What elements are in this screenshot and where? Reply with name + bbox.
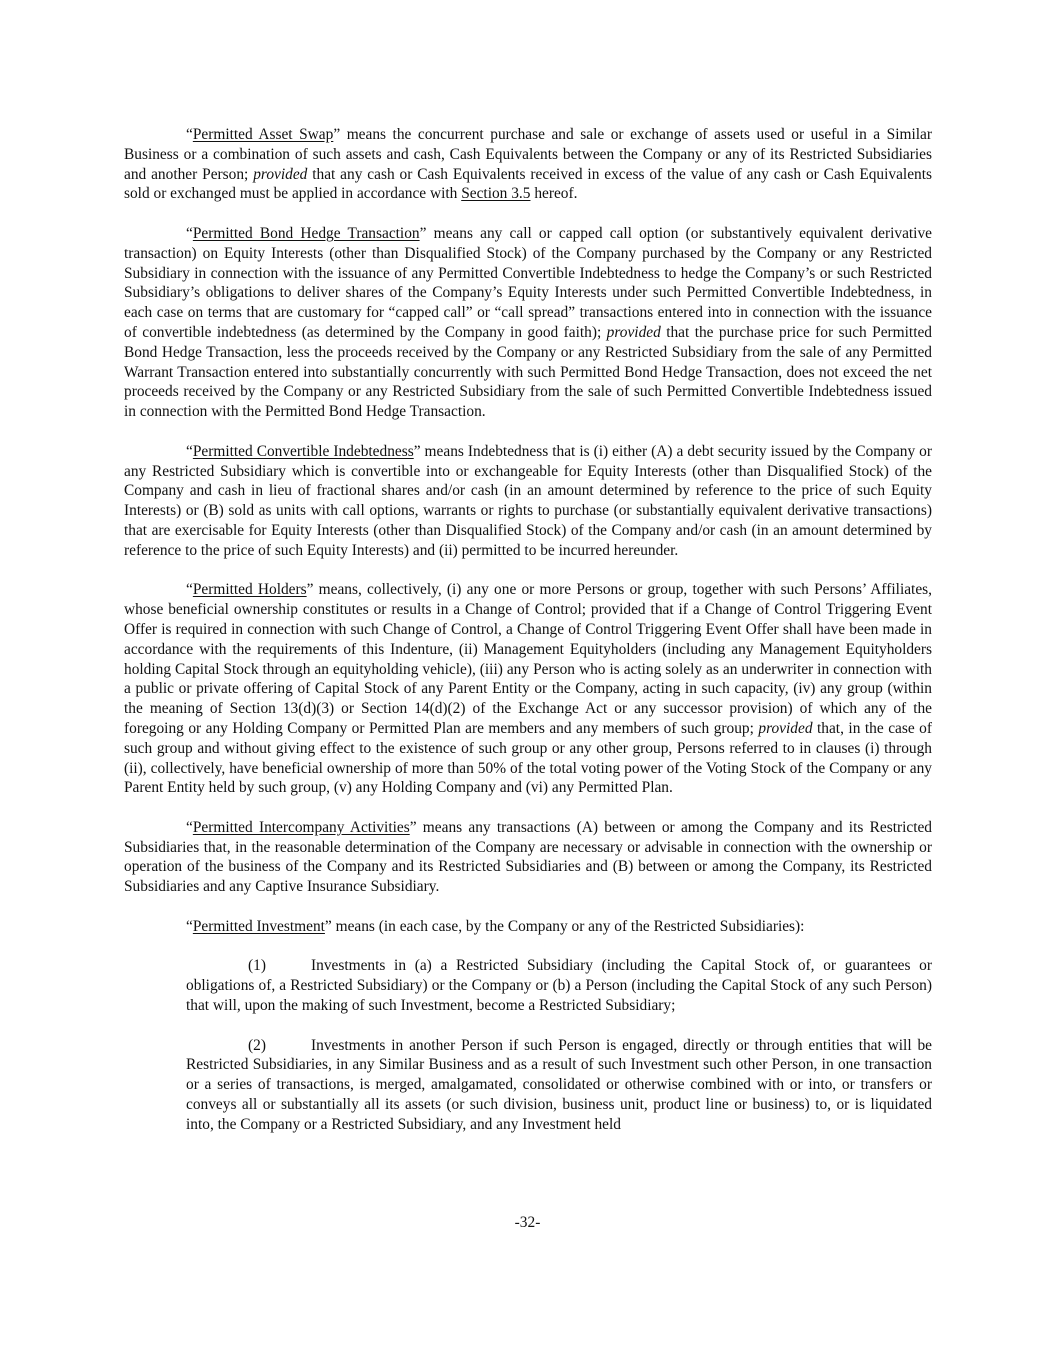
clause-text: Investments in another Person if such Person is engaged, directly or through entities that will be Restricted Subsidiaries, in any Similar Business and as a result of such Investment such other Person, in one transaction or a series of transactions, is merged, amalgamated, consolidated or otherwise combined with or into, or transfers or conveys all or substantially all its assets (or such division, business unit, product line or business) to, or is liquidated into, the Company or a Restricted Subsidiary, and any Investment held: [186, 1036, 932, 1133]
defined-term: Permitted Bond Hedge Transaction: [192, 224, 420, 242]
clause-number: (1): [248, 957, 266, 975]
defined-term: Permitted Intercompany Activities: [192, 818, 410, 836]
definition-text: that, in the case of such group and without giving effect to the existence of such group or any other group, Persons referred to in clauses (i) through (ii), collectively, have beneficial ownership of more than 50% of the total voting power of the Voting Stock of the Company or any Parent Entity held by such group, (v) any Holding Company and (vi) any Permitted Plan.: [124, 719, 932, 797]
definition-text: ” means, collectively, (i) any one or more Persons or group, together with such Persons’ Affiliates, whose beneficial ownership constitutes or results in a Change of Control; provided that if a Change of Control Triggering Event Offer is required in connection with such Change of Control, a Change of Control Triggering Event Offer shall have been made in accordance with the requirements of this Indenture, (ii) Management Equityholders (including any Management Equityholders holding Capital Stock through an equityholding vehicle), (iii) any Person who is acting solely as an underwriter in connection with a public or private offering of Capital Stock of any Parent Entity or the Company, acting in such capacity, (iv) any group (within the meaning of Section 13(d)(3) or Section 14(d)(2) of the Exchange Act or any successor provision) of which any of the foregoing or any Holding Company or Permitted Plan are members and any members of such group;: [124, 581, 932, 737]
definition-text: that the purchase price for such Permitted Bond Hedge Transaction, less the proceeds received by the Company or any Restricted Subsidiary from the sale of any Permitted Warrant Transaction entered into substantially concurrently with such Permitted Bond Hedge Transaction, does not exceed the net proceeds received by the Company or any Restricted Subsidiary from the sale of such Permitted Convertible Indebtedness issued in connection with the Permitted Bond Hedge Transaction.: [124, 323, 933, 421]
defined-term: Permitted Convertible Indebtedness: [192, 442, 414, 460]
open-quote: “: [186, 581, 193, 599]
definition-text: ” means any transactions (A) between or among the Company and its Restricted Subsidiaries that, in the reasonable determination of the Company are necessary or advisable in connection with the ownership or operation of the business of the Company and its Restricted Subsidiaries and (B) between or among the Company, its Restricted Subsidiaries and any Captive Insurance Subsidiary.: [124, 818, 933, 896]
definition-permitted-convertible-indebtedness: [124, 442, 932, 561]
definition-text: ” means Indebtedness that is (i) either (A) a debt security issued by the Company or any Restricted Subsidiary which is convertible into or exchangeable for Equity Interests (other than Disqualified Stock) of the Company and cash in lieu of fractional shares and/or cash (in an amount determined by reference to the price of such Equity Interests) or (B) sold as units with call options, warrants or rights to purchase (or substantially equivalent derivative transactions) that are exercisable for Equity Interests (other than Disqualified Stock) of the Company and/or cash (in an amount determined by reference to the price of such Equity Interests) and (ii) permitted to be incurred hereunder.: [124, 442, 932, 559]
definition-permitted-intercompany-activities: [124, 818, 932, 897]
defined-term: Permitted Investment: [192, 917, 325, 935]
page-number: -32-: [514, 1214, 541, 1231]
clause-1: [186, 956, 932, 1015]
defined-term: Permitted Holders: [192, 581, 307, 599]
definition-text: ” means (in each case, by the Company or any of the Restricted Subsidiaries):: [324, 917, 805, 935]
provided-italic: provided: [758, 719, 813, 737]
definition-text: ” means any call or capped call option (or substantively equivalent derivative transaction) on Equity Interests (other than Disqualified Stock) of the Company purchased by the Company or any Restricted Subsidiary in connection with the issuance of any Permitted Convertible Indebtedness to hedge the Company’s or such Restricted Subsidiary’s obligations to deliver shares of the Company’s Equity Interests under such Permitted Convertible Indebtedness, in each case on terms that are customary for “capped call” or “call spread” transactions entered into in connection with the issuance of convertible indebtedness (as determined by the Company in good faith);: [124, 224, 932, 341]
open-quote: “: [186, 818, 193, 836]
definition-permitted-holders: [124, 580, 932, 798]
definition-text: ” means the concurrent purchase and sale or exchange of assets used or useful in a Similar Business or a combination of such assets and cash, Cash Equivalents between the Company or any of its Restricted Subsidiaries and another Person;: [124, 126, 932, 183]
open-quote: “: [186, 442, 193, 460]
clause-text: Investments in (a) a Restricted Subsidiary (including the Capital Stock of, or guarantees or obligations of, a Restricted Subsidiary) or the Company or (b) a Person (including the Capital Stock of any such Person) that will, upon the making of such Investment, become a Restricted Subsidiary;: [186, 957, 932, 1015]
definition-text: hereof.: [530, 185, 578, 203]
open-quote: “: [186, 224, 193, 242]
definition-permitted-asset-swap: [124, 125, 932, 204]
provided-italic: provided: [606, 323, 661, 341]
clause-2: [186, 1036, 932, 1135]
provided-italic: provided: [253, 165, 308, 183]
definition-permitted-investment: [124, 917, 932, 937]
clause-number: (2): [248, 1036, 266, 1054]
definition-text: that any cash or Cash Equivalents received in excess of the value of any cash or Cash Equivalents sold or exchanged must be applied in accordance with: [124, 165, 933, 203]
definition-permitted-bond-hedge-transaction: [124, 224, 932, 422]
open-quote: “: [186, 126, 193, 143]
defined-term: Permitted Asset Swap: [192, 126, 334, 143]
section-reference: Section 3.5: [461, 185, 531, 203]
open-quote: “: [186, 917, 193, 935]
document-page: [124, 125, 932, 1154]
